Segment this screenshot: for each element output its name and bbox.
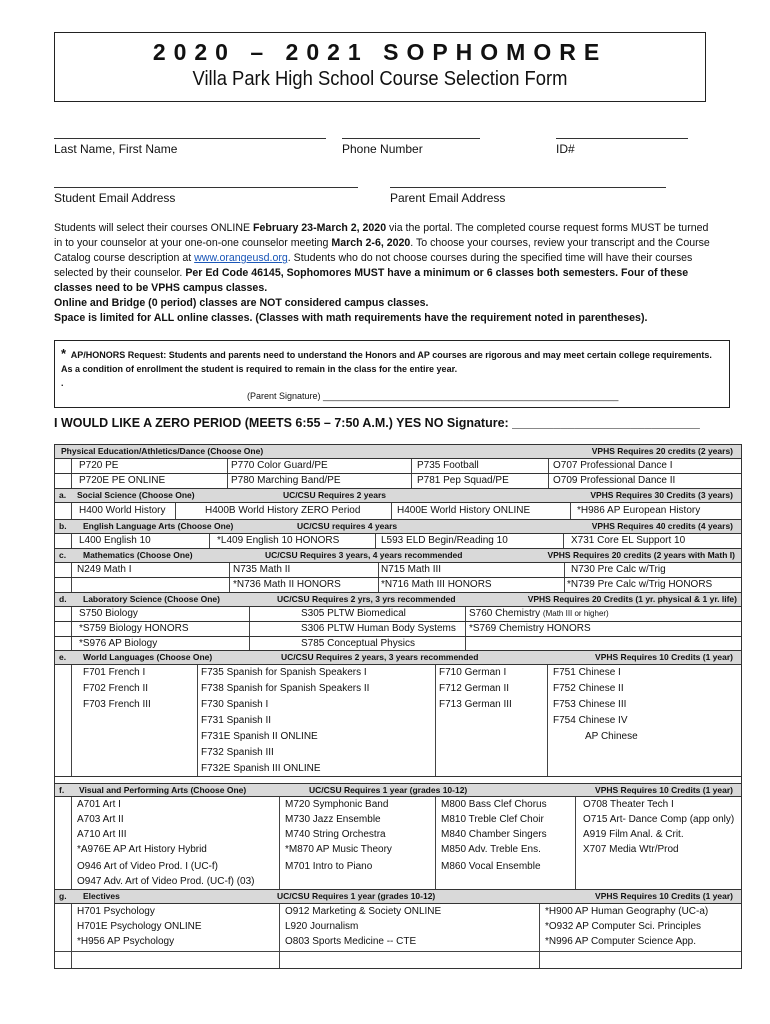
course-item[interactable]: *S769 Chemistry HONORS <box>469 623 591 634</box>
va-title: Visual and Performing Arts (Choose One) <box>79 785 247 795</box>
course-item[interactable]: F731E Spanish II ONLINE <box>201 731 318 742</box>
course-item[interactable]: M740 String Orchestra <box>285 829 386 840</box>
course-item[interactable]: *M870 AP Music Theory <box>285 844 392 855</box>
course-grid <box>54 444 742 969</box>
course-item[interactable]: *O932 AP Computer Sci. Principles <box>545 921 702 932</box>
vapa-header <box>55 783 741 797</box>
course-item[interactable]: M730 Jazz Ensemble <box>285 814 381 825</box>
course-item[interactable]: F753 Chinese III <box>553 699 627 710</box>
en-req: VPHS Requires 40 credits (4 years) <box>591 521 733 531</box>
course-prereq: (Math III or higher) <box>542 609 609 618</box>
course-item[interactable]: S306 PLTW Human Body Systems <box>301 623 456 634</box>
electives-body <box>55 904 741 968</box>
course-item[interactable]: O912 Marketing & Society ONLINE <box>285 906 442 917</box>
section-letter: g. <box>59 891 67 901</box>
course-item[interactable]: O708 Theater Tech I <box>583 799 674 810</box>
course-item[interactable]: F710 German I <box>439 667 507 678</box>
instr-text-4: . Students who do not choose courses during the specified time will have their courses selected by their counselor. <box>54 252 693 279</box>
course-item[interactable]: H701 Psychology <box>77 906 155 917</box>
course-item[interactable]: A703 Art II <box>77 814 124 825</box>
instructions <box>54 221 714 326</box>
course-item[interactable]: *S976 AP Biology <box>79 638 158 649</box>
instr-date-1: February 23-March 2, 2020 <box>253 222 387 234</box>
phone-label: Phone Number <box>342 142 423 156</box>
math-header <box>55 549 741 563</box>
course-item[interactable]: *N739 Pre Calc w/Trig HONORS <box>567 579 713 590</box>
course-item[interactable]: F731 Spanish II <box>201 715 272 726</box>
instr-edcode: Per Ed Code 46145, Sophomores MUST have a minimum or 6 classes both semesters. Four of these classes need to be VPHS campus classes. <box>54 267 689 294</box>
star-icon: * <box>61 346 67 361</box>
section-letter: a. <box>59 490 67 500</box>
id-field[interactable] <box>556 138 688 139</box>
english-header <box>55 520 741 534</box>
table-row <box>55 622 741 637</box>
course-item[interactable]: X731 Core EL Support 10 <box>571 535 686 546</box>
course-item[interactable]: P781 Pep Squad/PE <box>417 475 509 486</box>
course-item[interactable]: F703 French III <box>83 699 151 710</box>
course-item[interactable]: *H900 AP Human Geography (UC-a) <box>545 906 709 917</box>
va-req: VPHS Requires 10 Credits (1 year) <box>595 785 733 795</box>
social-science-header <box>55 489 741 503</box>
table-row <box>55 578 741 593</box>
name-field[interactable] <box>54 138 326 139</box>
course-item[interactable]: O707 Professional Dance I <box>553 460 673 471</box>
honors-text: AP/HONORS Request: Students and parents need to understand the Honors and AP courses are rigorous and may meet certain college requirements. As a condition of enrollment the student is required to remain in the class for the entire year. <box>61 350 712 374</box>
ma-uc: UC/CSU Requires 3 years, 4 years recommended <box>265 550 463 560</box>
ls-req: VPHS Requires 20 Credits (1 yr. physical & 1 yr. life) <box>527 594 737 604</box>
course-item[interactable]: M720 Symphonic Band <box>285 799 389 810</box>
en-title: English Language Arts (Choose One) <box>83 521 234 531</box>
wl-title: World Languages (Choose One) <box>83 652 213 662</box>
phone-field[interactable] <box>342 138 480 139</box>
course-item[interactable]: *H956 AP Psychology <box>77 936 175 947</box>
course-item[interactable]: L400 English 10 <box>79 535 151 546</box>
table-row <box>55 474 741 489</box>
parent-email-label: Parent Email Address <box>390 191 506 205</box>
course-item[interactable]: M701 Intro to Piano <box>285 861 373 872</box>
course-item[interactable]: F713 German III <box>439 699 512 710</box>
section-letter: d. <box>59 594 67 604</box>
course-item[interactable]: F752 Chinese II <box>553 683 624 694</box>
world-languages-body <box>55 665 741 777</box>
course-item[interactable]: S750 Biology <box>79 608 138 619</box>
ss-title: Social Science (Choose One) <box>77 490 195 500</box>
course-item[interactable]: O715 Art- Dance Comp (app only) <box>583 814 735 825</box>
course-item[interactable]: S305 PLTW Biomedical <box>301 608 406 619</box>
parent-email-field[interactable] <box>390 187 666 188</box>
course-item[interactable]: X707 Media Wtr/Prod <box>583 844 679 855</box>
instr-online-note: Online and Bridge (0 period) classes are NOT considered campus classes. <box>54 297 429 309</box>
section-letter: b. <box>59 521 67 531</box>
course-item[interactable]: A701 Art I <box>77 799 121 810</box>
el-req: VPHS Requires 10 Credits (1 year) <box>595 891 733 901</box>
course-item[interactable]: F701 French I <box>83 667 146 678</box>
course-item[interactable]: N735 Math II <box>233 564 291 575</box>
ss-req: VPHS Requires 30 Credits (3 years) <box>590 490 733 500</box>
course-item[interactable]: F751 Chinese I <box>553 667 621 678</box>
course-item[interactable]: *N996 AP Computer Science App. <box>545 936 697 947</box>
parent-signature-line[interactable]: (Parent Signature) ___________________________________________________________ <box>247 391 619 401</box>
name-label: Last Name, First Name <box>54 142 178 156</box>
va-uc: UC/CSU Requires 1 year (grades 10-12) <box>309 785 468 795</box>
course-item[interactable]: S785 Conceptual Physics <box>301 638 415 649</box>
section-letter: c. <box>59 550 67 560</box>
course-item[interactable] <box>469 607 609 621</box>
course-item[interactable]: M860 Vocal Ensemble <box>441 861 541 872</box>
section-letter: f. <box>59 785 65 795</box>
course-item[interactable]: H400B World History ZERO Period <box>205 505 361 516</box>
student-email-field[interactable] <box>54 187 358 188</box>
pe-req: VPHS Requires 20 credits (2 years) <box>591 446 733 456</box>
title-box <box>54 32 706 102</box>
course-item[interactable]: A710 Art III <box>77 829 127 840</box>
course-name: S760 Chemistry <box>469 608 543 619</box>
world-languages-header <box>55 651 741 665</box>
en-uc: UC/CSU requires 4 years <box>297 521 398 531</box>
table-row <box>55 607 741 622</box>
pe-title: Physical Education/Athletics/Dance (Choose One) <box>61 446 264 456</box>
catalog-link[interactable]: www.orangeusd.org <box>194 252 288 264</box>
honors-request-box <box>54 340 730 408</box>
vapa-body <box>55 797 741 890</box>
course-item[interactable]: O803 Sports Medicine -- CTE <box>285 936 417 947</box>
el-title: Electives <box>83 891 120 901</box>
course-item[interactable]: P720 PE <box>79 460 119 471</box>
course-item[interactable]: O946 Art of Video Prod. I (UC-f) <box>77 861 218 872</box>
course-item[interactable]: F702 French II <box>83 683 149 694</box>
table-row <box>55 503 741 520</box>
course-item[interactable]: H400 World History <box>79 505 166 516</box>
course-item[interactable]: *N736 Math II HONORS <box>233 579 341 590</box>
wl-req: VPHS Requires 10 Credits (1 year) <box>595 652 733 662</box>
ma-title: Mathematics (Choose One) <box>83 550 193 560</box>
id-label: ID# <box>556 142 575 156</box>
ss-uc: UC/CSU Requires 2 years <box>283 490 386 500</box>
course-item[interactable]: M800 Bass Clef Chorus <box>441 799 547 810</box>
zero-period-line[interactable]: I WOULD LIKE A ZERO PERIOD (MEETS 6:55 – 7:50 A.M.) YES NO Signature: ___________________________ <box>54 416 700 430</box>
table-row <box>55 459 741 474</box>
course-item[interactable]: F735 Spanish for Spanish Speakers I <box>201 667 367 678</box>
course-item[interactable]: M850 Adv. Treble Ens. <box>441 844 541 855</box>
ls-title: Laboratory Science (Choose One) <box>83 594 220 604</box>
course-item[interactable]: N730 Pre Calc w/Trig <box>571 564 666 575</box>
course-item[interactable]: *L409 English 10 HONORS <box>217 535 340 546</box>
course-item[interactable]: AP Chinese <box>585 731 638 742</box>
course-item[interactable]: *H986 AP European History <box>577 505 701 516</box>
page-title: 2020 – 2021 SOPHOMORE <box>152 39 608 65</box>
pe-header <box>55 445 741 459</box>
table-row <box>55 563 741 578</box>
table-row <box>55 637 741 651</box>
section-letter: e. <box>59 652 67 662</box>
electives-header <box>55 890 741 904</box>
course-item[interactable]: F730 Spanish I <box>201 699 269 710</box>
course-item[interactable]: F738 Spanish for Spanish Speakers II <box>201 683 370 694</box>
course-item[interactable]: F754 Chinese IV <box>553 715 628 726</box>
course-item[interactable]: L593 ELD Begin/Reading 10 <box>381 535 508 546</box>
course-item[interactable]: F732E Spanish III ONLINE <box>201 763 321 774</box>
course-item[interactable]: *S759 Biology HONORS <box>79 623 189 634</box>
instr-date-2: March 2-6, 2020 <box>331 237 411 249</box>
course-item[interactable]: *N716 Math III HONORS <box>381 579 492 590</box>
course-item[interactable]: H400E World History ONLINE <box>397 505 531 516</box>
el-uc: UC/CSU Requires 1 year (grades 10-12) <box>277 891 436 901</box>
course-item[interactable]: M810 Treble Clef Choir <box>441 814 544 825</box>
course-item[interactable]: P780 Marching Band/PE <box>231 475 341 486</box>
instr-space-note: Space is limited for ALL online classes. (Classes with math requirements have the requirement noted in parentheses). <box>54 312 648 324</box>
course-item[interactable]: P735 Football <box>417 460 479 471</box>
course-item[interactable]: H701E Psychology ONLINE <box>77 921 202 932</box>
course-item[interactable]: O709 Professional Dance II <box>553 475 676 486</box>
course-item[interactable]: P770 Color Guard/PE <box>231 460 328 471</box>
student-email-label: Student Email Address <box>54 191 176 205</box>
course-item[interactable]: N249 Math I <box>77 564 132 575</box>
ma-req: VPHS Requires 20 credits (2 years with Math I) <box>547 550 735 560</box>
instr-text-2: via the portal. The completed course request forms MUST be turned in to your counselor at your one-on-one counselor meeting <box>54 222 709 249</box>
table-row <box>55 534 741 549</box>
course-item[interactable]: P720E PE ONLINE <box>79 475 166 486</box>
wl-uc: UC/CSU Requires 2 years, 3 years recommended <box>281 652 479 662</box>
course-item[interactable]: L920 Journalism <box>285 921 359 932</box>
instr-text-3: . To choose your courses, review your transcript and the Course Catalog course description at <box>54 237 710 264</box>
ls-uc: UC/CSU Requires 2 yrs, 3 yrs recommended <box>277 594 456 604</box>
course-item[interactable]: A919 Film Anal. & Crit. <box>583 829 684 840</box>
course-item[interactable]: F712 German II <box>439 683 510 694</box>
honors-dot: . <box>61 378 64 388</box>
instr-text-1: Students will select their courses ONLINE <box>54 222 254 234</box>
course-item[interactable]: M840 Chamber Singers <box>441 829 547 840</box>
page-subtitle: Villa Park High School Course Selection Form <box>192 68 568 90</box>
course-item[interactable]: O947 Adv. Art of Video Prod. (UC-f) (03) <box>77 876 255 887</box>
course-item[interactable]: N715 Math III <box>381 564 442 575</box>
lab-science-header <box>55 593 741 607</box>
course-item[interactable]: F732 Spanish III <box>201 747 274 758</box>
course-item[interactable]: *A976E AP Art History Hybrid <box>77 844 207 855</box>
